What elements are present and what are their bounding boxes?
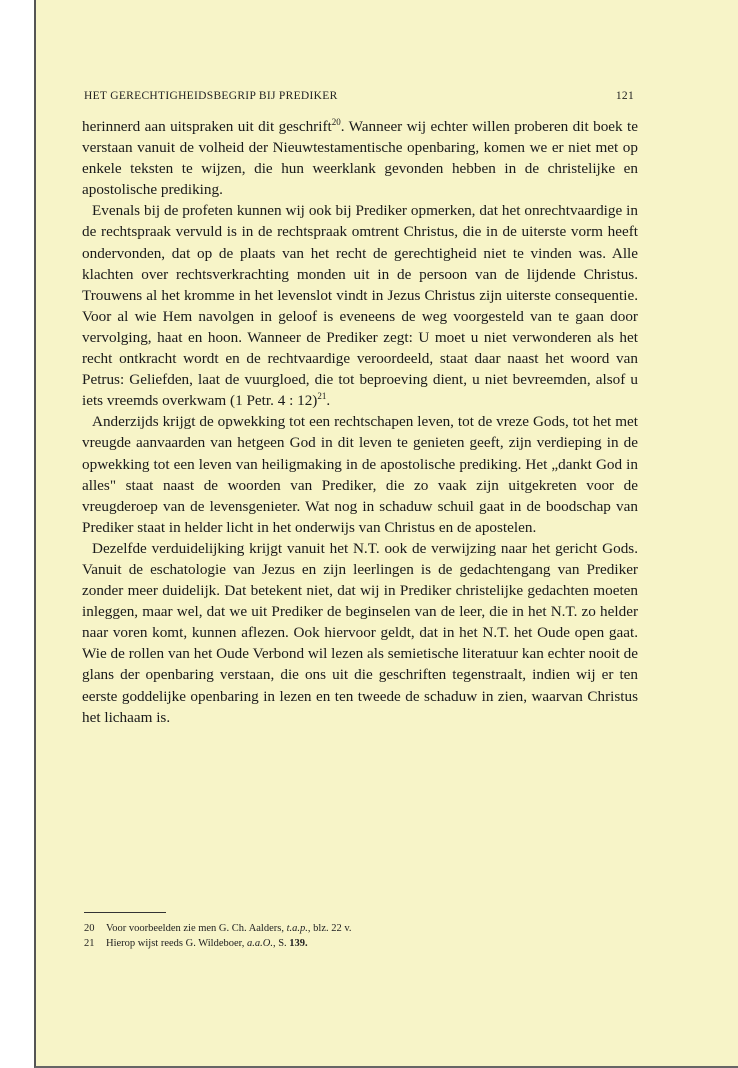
- footnotes: [84, 921, 624, 951]
- footnote-italic: a.a.O.: [246, 938, 273, 949]
- paragraph-1: [82, 116, 638, 200]
- footnote-number: 20: [84, 923, 95, 934]
- body-text: [82, 116, 638, 728]
- footnote-bold: 139.: [289, 938, 308, 949]
- footnote-20: [84, 921, 624, 936]
- footnote-rest: , S.: [272, 938, 290, 949]
- running-title: HET GERECHTIGHEIDSBEGRIP BIJ PREDIKER: [84, 90, 338, 102]
- footnote-ref-21: 21: [317, 391, 327, 402]
- footnote-text: Voor voorbeelden zie men G. Ch. Aalders,: [106, 923, 287, 934]
- paragraph-4-text: Dezelfde verduidelijking krijgt vanuit het N.T. ook de verwijzing naar het gericht Gods. Vanuit de eschatologie van Jezus en zijn leerlingen is de gedachtengang van Prediker zonder meer duidelijk. Dat betekent niet, dat wij in Prediker christelijke gedachten moeten inleggen, maar wel, dat we uit Prediker de beginselen van de leer, die in het N.T. zo helder naar voren komt, kunnen aflezen. Ook hiervoor geldt, dat in het N.T. het Oude open gaat. Wie de rollen van het Oude Verbond wil lezen als semietische literatuur kan echter nooit de glans der openbaring verstaan, die ons uit die geschriften tegenstraalt, indien wij er ten eerste goddelijke openbaring in lezen en ten tweede de schaduw in zien, waarvan Christus het lichaam is.: [82, 539, 638, 726]
- footnote-text: Hierop wijst reeds G. Wildeboer,: [106, 938, 247, 949]
- footnote-ref-20: 20: [331, 116, 341, 127]
- paragraph-3-text: Anderzijds krijgt de opwekking tot een rechtschapen leven, tot de vreze Gods, tot het met vreugde aanvaarden van hetgeen God in dit leven te genieten geeft, zijn verdieping in de opwekking tot een leven van heiligmaking in de apostolische prediking. Het „dankt God in alles" staat naast de woorden van Prediker, die zo vaak zijn uitgekreten voor de vreugderoep van de levensgenieter. Wat nog in schaduw schuil gaat in de boodschap van Prediker staat in helder licht in het onderwijs van Christus en de apostelen.: [82, 413, 638, 536]
- footnote-italic: t.a.p.: [286, 923, 308, 934]
- paragraph-2-text-cont: .: [326, 392, 331, 410]
- paragraph-4: [82, 538, 638, 728]
- page-number: 121: [615, 90, 634, 102]
- footnote-number: 21: [84, 938, 95, 949]
- footnote-21: [84, 936, 624, 951]
- paragraph-1-text: herinnerd aan uitspraken uit dit geschrift: [82, 118, 332, 135]
- footnote-rest: , blz. 22 v.: [307, 923, 352, 934]
- paragraph-2: [82, 200, 638, 411]
- footnote-rule: [84, 912, 166, 913]
- paragraph-3: [82, 411, 638, 538]
- paragraph-1-text-cont: . Wanneer wij echter willen proberen dit boek te verstaan vanuit de volheid der Nieuwtestamentische openbaring, komen we er niet met op enkele teksten te wijzen, die hun weerklank gevonden hebben in de christelijke en apostolische prediking.: [82, 118, 638, 199]
- book-page: [34, 0, 738, 1068]
- paragraph-2-text: Evenals bij de profeten kunnen wij ook bij Prediker opmerken, dat het onrechtvaardige in de rechtspraak vervuld is in de rechtspraak omtrent Christus, die in de uiterste vorm heeft ondervonden, dat op de plaats van het recht de gerechtigheid niet te vinden was. Alle klachten over rechtsverkrachting monden uit in de persoon van de lijdende Christus. Trouwens al het kromme in het levenslot vindt in Jezus Christus zijn uiterste consequentie. Voor al wie Hem navolgen in geloof is eveneens de weg voorgesteld van te gaan door vervolging, haat en hoon. Wanneer de Prediker zegt: U moet u niet verwonderen als het recht ontkracht wordt en de rechtvaardige veroordeeld, staat daar naast het woord van Petrus: Geliefden, laat de vuurgloed, die tot beproeving dient, u niet bevreemden, alsof u iets vreemds overkwam (1 Petr. 4 : 12): [82, 202, 638, 410]
